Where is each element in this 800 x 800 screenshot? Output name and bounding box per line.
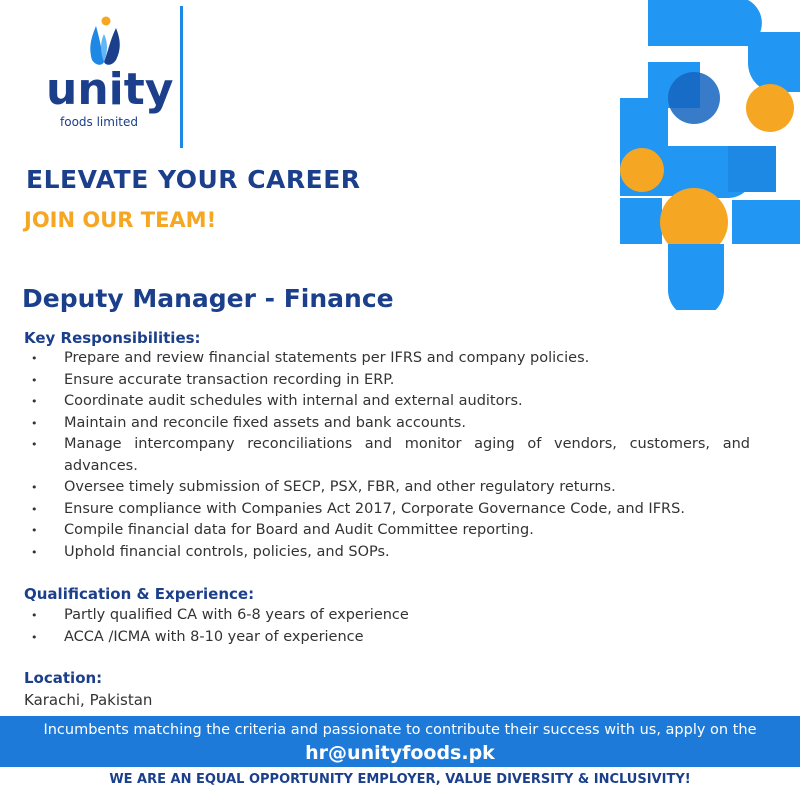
list-item: • Ensure compliance with Companies Act 2017, Corporate Governance Code, and IFRS.	[24, 499, 750, 521]
qualification-heading: Qualification & Experience:	[24, 585, 255, 603]
flame-leaf-icon	[82, 16, 126, 68]
apply-text: Incumbents matching the criteria and passionate to contribute their success with us, apply on the	[43, 722, 757, 738]
brand-tagline: foods limited	[60, 115, 138, 129]
equal-opportunity-footer: WE ARE AN EQUAL OPPORTUNITY EMPLOYER, VALUE DIVERSITY & INCLUSIVITY!	[109, 772, 691, 787]
list-item: • Compile financial data for Board and Audit Committee reporting.	[24, 520, 750, 542]
list-item: • ACCA /ICMA with 8-10 year of experience	[24, 627, 750, 649]
list-item: • Prepare and review financial statements per IFRS and company policies.	[24, 348, 750, 370]
decorative-shapes	[620, 0, 800, 310]
qualification-list	[24, 605, 750, 648]
list-item: • Maintain and reconcile fixed assets and bank accounts.	[24, 413, 750, 435]
list-item: • Manage intercompany reconciliations and monitor aging of vendors, customers, and advances.	[24, 434, 750, 477]
headline: ELEVATE YOUR CAREER	[26, 165, 361, 194]
list-item: • Coordinate audit schedules with internal and external auditors.	[24, 391, 750, 413]
apply-email-link[interactable]: hr@unityfoods.pk	[305, 742, 495, 764]
header-divider	[180, 6, 183, 148]
list-item: • Ensure accurate transaction recording in ERP.	[24, 370, 750, 392]
job-title: Deputy Manager - Finance	[22, 284, 394, 313]
subheadline: JOIN OUR TEAM!	[24, 208, 217, 232]
apply-banner	[0, 716, 800, 767]
responsibilities-list	[24, 348, 750, 563]
list-item: • Uphold financial controls, policies, and SOPs.	[24, 542, 750, 564]
list-item: • Partly qualified CA with 6-8 years of experience	[24, 605, 750, 627]
location-heading: Location:	[24, 669, 103, 687]
location-value: Karachi, Pakistan	[24, 691, 153, 709]
responsibilities-heading: Key Responsibilities:	[24, 329, 201, 347]
brand-name: unity	[46, 64, 174, 115]
list-item: • Oversee timely submission of SECP, PSX, FBR, and other regulatory returns.	[24, 477, 750, 499]
